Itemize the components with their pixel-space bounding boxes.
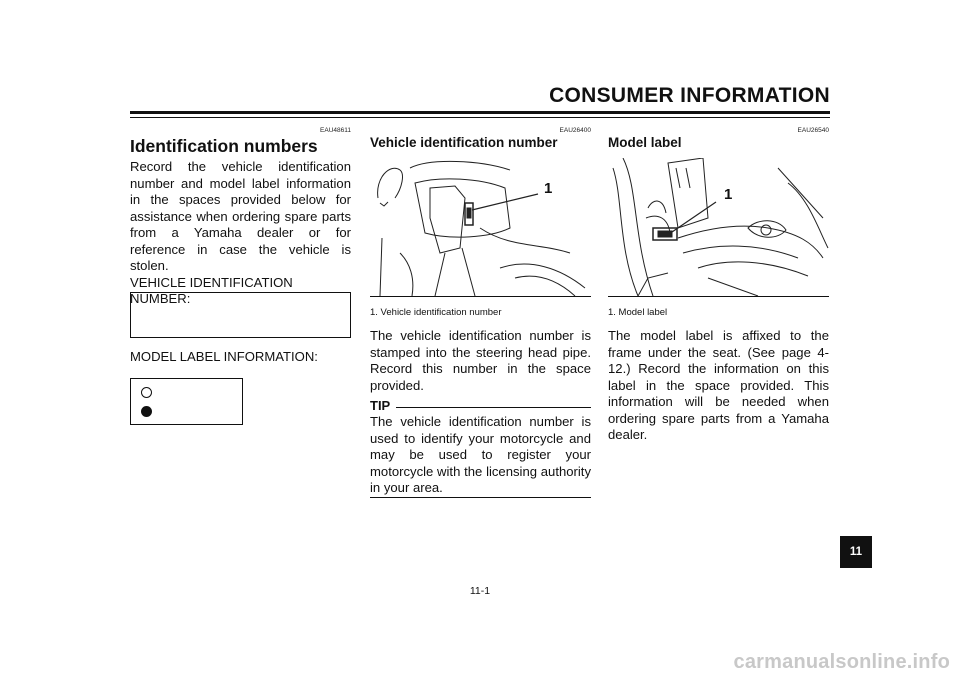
section-code: EAU48611 [320,127,351,134]
page-title: CONSUMER INFORMATION [549,84,830,107]
figure-rule [370,296,591,297]
model-label-section [608,126,829,151]
section-heading: Vehicle identification number [370,135,558,150]
steering-head-illustration [370,158,591,296]
vin-label-line1: VEHICLE IDENTIFICATION [130,274,293,290]
section-heading: Model label [608,135,682,150]
filled-circle-icon [141,406,152,417]
model-label-heading: MODEL LABEL INFORMATION: [130,349,318,364]
section-code: EAU26400 [559,127,591,134]
page-number: 11-1 [469,585,491,597]
callout-number: 1 [724,186,733,203]
section-code: EAU26540 [797,127,829,134]
chapter-tab: 11 [840,536,872,568]
vin-entry-box [130,292,351,338]
vin-section [370,126,591,151]
figure-caption: 1. Vehicle identification number [370,307,502,318]
header-rule-thin [130,117,830,118]
section-body: Record the vehicle identification number and model label information in the spaces provided below for assistance when ordering spare parts from a Yamaha dealer or for reference in case the vehicle is stolen. [130,159,351,273]
tip-body: The vehicle identification number is used to identify your motorcycle and may be used to register your motorcycle with the licensing authority in your area. [370,414,591,495]
vin-label-line2: NUMBER: [130,291,191,306]
header-rule-thick [130,111,830,114]
tip-bottom-rule [370,497,591,498]
model-label-body: The model label is affixed to the frame under the seat. (See page 4-12.) Record the information on this label in the space provided. This information will be needed when ordering spare parts from a Yamaha dealer. [608,328,829,442]
model-label-entry-box [130,378,243,425]
under-seat-illustration [608,158,829,296]
vin-body: The vehicle identification number is stamped into the steering head pipe. Record this number in the space provided. [370,328,591,393]
figure-rule [608,296,829,297]
callout-number: 1 [544,180,553,197]
watermark: carmanualsonline.info [733,651,950,673]
tip-box [370,398,591,497]
identification-section [130,126,351,308]
figure-caption: 1. Model label [608,307,668,318]
tip-label: TIP [370,398,391,413]
tip-rule [396,407,591,408]
empty-circle-icon [141,387,152,398]
section-heading: Identification numbers [130,136,318,156]
